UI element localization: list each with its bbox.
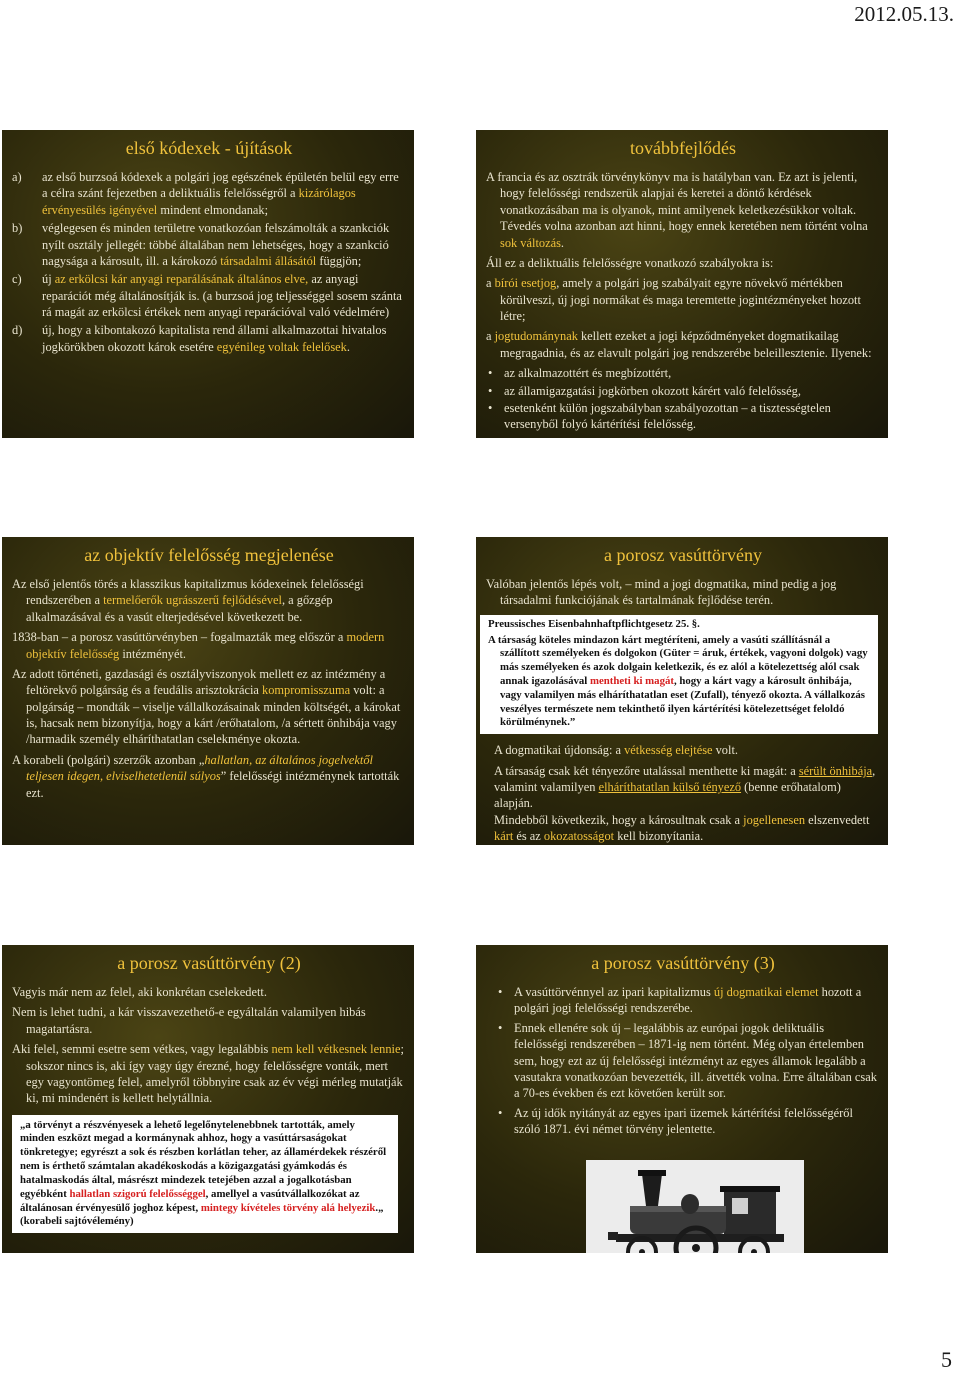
press-quote-box: „a törvényt a részvényesek a lehető legelőnytelenebbnek tartották, amely minden eszközt megad a kormánynak ahhoz, hogy a vasúttársaságokat tönkretegye; egyrészt a sok és részben korlátlan teher, az államérdekek részéről nem is érthető számtalan akadékoskodás a közigazgatási gyámkodás és hatalmaskodás által, másrészt mindezek tetejében azzal a jogalkotásban egyébként hallatlan szigorú felelősséggel, amellyel a vasútvállalkozókat az általánosan érvényesülő joghoz képest, mintegy kívételes törvény alá helyezik.„ (korabeli sajtóvélemény) [12,1115,398,1234]
slide-title: továbbfejlődés [630,138,736,158]
paragraph: 1838-ban – a porosz vasúttörvényben – fogalmazták meg először a modern objektív felelősség intézményét. [12,630,385,661]
paragraph: Vagyis már nem az felel, aki konkrétan cselekedett. [12,985,267,999]
page-number: 5 [941,1347,952,1372]
slide-porosz-vasuttorveny-2 [2,945,414,1253]
bullet-list [486,365,880,433]
paragraph: Az első jelentős törés a klasszikus kapitalizmus kódexeinek felelősségi rendszerében a termelőerők ugrásszerű fejlődésével, a gőzgép alkalmazásával és a vasút elterjedésével következett be. [12,577,364,624]
paragraph: a jogtudománynak kellett ezeket a jogi képződményeket dogmatikailag megragadnia, és az elavult polgári jog rendszerébe beleillesztenie. Ilyenek: [486,329,872,360]
list-item: • esetenként külön jogszabályban szabályozottan – a tisztességtelen versenyből folyó kártérítési felelősség. [504,400,880,433]
paragraph: Valóban jelentős lépés volt, – mind a jogi dogmatika, mind pedig a jog társadalmi funkciójának és tartalmának fejlődése terén. [486,577,837,608]
paragraph: Aki felel, semmi esetre sem vétkes, vagy legalábbis nem kell vétkesnek lennie; sokszor nincs is, aki így vagy úgy érezné, hogy felelősségre vonták, mert egy vagyontömeg felel, amelyről többnyire csak az év végi mérleg mutatják ki, mi mindenért is kellett helytállnia. [12,1042,404,1106]
list-item: • az alkalmazottért és megbízottért, [504,365,880,381]
paragraph: Nem is lehet tudni, a kár visszavezethető-e egyáltalán valamilyen hibás magatartásra. [12,1005,366,1036]
paragraph: A korabeli (polgári) szerzők azonban „hallatlan, az általános jogelvektől teljesen idegen, elviselhetetlenül súlyos” felelősségi intézménynek tartották ezt. [12,752,400,800]
law-quote-box [480,615,878,735]
list-item: d) új, hogy a kibontakozó kapitalista rend állami alkalmazottai hivatalos jogkörökben okozott károk esetére egyénileg voltak felelősek. [12,323,387,354]
paragraph: A dogmatikai újdonság: a vétkesség elejtése volt. [494,743,738,758]
slide-porosz-vasuttorveny [476,537,888,845]
bullet-list [486,984,880,1137]
slide-objektiv-felelosseg [2,537,414,845]
page-date: 2012.05.13. [854,2,954,26]
slide-title: első kódexek - újítások [125,138,293,158]
paragraph: Áll ez a deliktuális felelősségre vonatkozó szabályokra is: [486,255,774,270]
locomotive-icon [586,1160,804,1253]
quote-title: Preussisches Eisenbahnhaftpflichtgesetz 25. §. [488,617,700,630]
slide-elso-kodexek [2,130,414,438]
slide-title: a porosz vasúttörvény (2) [117,953,301,973]
slide-title: a porosz vasúttörvény [604,545,762,565]
paragraph: A francia és az osztrák törvénykönyv ma is hatályban van. Ez azt is jelenti, hogy felelősségi rendszerük alapjai és keretei a döntő kérdések vonatkozásában ma is olyanok, mint amilyenek keletkezésükkor voltak. Tévedés volna azonban azt hinni, hogy ennek keretében nem történt volna sok változás. [486,170,868,250]
slide-porosz-vasuttorveny-3 [476,945,888,1253]
item-list [12,169,406,355]
list-item: • Ennek ellenére sok új – legalábbis az európai jogok deliktuális felelősségi rendszerében – 1871-ig nem történt. Még olyan értelemben sem, hogy ezt az új felelősségi intézményt az egyes államok legalább a vasutakra vonatkozóan bevezették, ill. átvették volna. Erre általában csak a 70-es években és ezt követően került sor. [514,1020,880,1102]
list-item: c) új az erkölcsi kár anyagi reparálásának általános elve, az anyagi reparációt még általánosítják is. (a burzsoá jog teljességgel sosem szánta rá magát az erkölcsi értékek nem anyagi reparációval való védelmére) [12,272,402,319]
paragraph: A társaság csak két tényezőre utalással menthette ki magát: a sérült önhibája, valamint valamilyen elháríthatatlan külső tényező (benne erőhatalom) alapján. [494,763,876,811]
list-item: b) véglegesen és minden területre vonatkozóan felszámolták a szankciók nyílt osztály jellegét: többé általában nem lehetséges, hogy a szankció nagysága a károsult, ill. a károkozó társadalmi állásától függjön; [12,221,390,268]
slide-title: a porosz vasúttörvény (3) [591,953,775,973]
slide-tovabbfejlodes [476,130,888,438]
paragraph: Mindebből következik, hogy a károsultnak csak a jogellenesen elszenvedett kárt és az okozatosságot kell bizonyítania. [494,812,870,844]
quote-text: A társaság köteles mindazon kárt megtéríteni, amely a vasúti szállításnál a szállított személyeken és dolgokon (Güter = áruk, értékek, vagyoni dolgok) vagy más személyeken és azok dolgain keletkezik, és ez alól a kötelezettség alól csak annak igazolásával mentheti ki magát, hogy a kárt vagy a károsult önhibája, vagy valamilyen más elháríthatatlan eset (Zufall), tényező okozta. A vállalkozás veszélyes természete nem tekinthető ilyen kártérítési kötelezettséget feloldó körülménynek.” [488,633,868,729]
list-item: a) az első burzsoá kódexek a polgári jog egészének épületén belül egy erre a célra szánt fejezetben a deliktuális felelősségről a kizárólagos érvényesülés igényével mindent elmondanak; [12,170,399,217]
paragraph: a bírói esetjog, amely a polgári jog szabályait egyre növekvő mértékben körülveszi, új jogi normákat és maga teremtette jogintézményeket hozott létre; [486,276,861,323]
locomotive-image [586,1160,804,1253]
paragraph: Az adott történeti, gazdasági és osztályviszonyok mellett ez az intézmény a feltörekvő polgárság és a feudális arisztokrácia kompromisszuma volt: a polgárság – mondták – viselje vállalkozásainak minden költségét, a károkat is, hacsak nem bizonyítja, hogy a kárt /erőhatalom, /a sértett önhibája vagy /harmadik személy elháríthatatlan cselekménye okozta. [12,666,401,747]
slide-title: az objektív felelősség megjelenése [84,545,334,565]
list-item: • A vasúttörvénnyel az ipari kapitalizmus új dogmatikai elemet hozott a polgári jogi felelősségi rendszerébe. [514,984,880,1017]
list-item: • az államigazgatási jogkörben okozott kárért való felelősség, [504,383,880,399]
list-item: • Az új idők nyitányát az egyes ipari üzemek kártérítési felelősségéről szóló 1871. évi német törvény jelentette. [514,1105,880,1138]
